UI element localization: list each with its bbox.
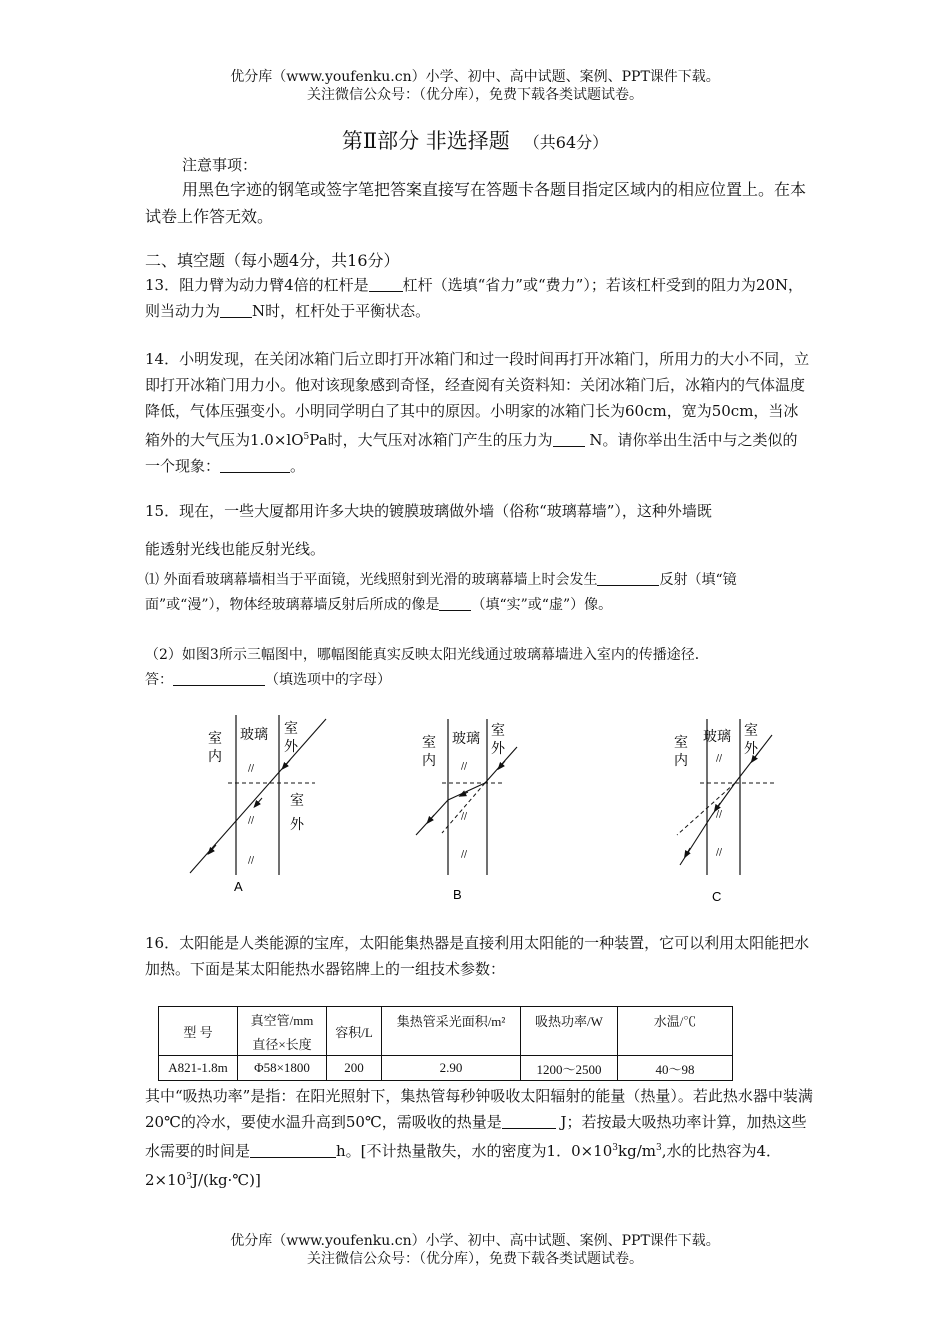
b-indoor-1: 室	[422, 735, 436, 751]
q16-text-c: h。[不计热量散失，水的密度为1．0×10	[336, 1142, 613, 1160]
q15-p1-text-b: 反射（填“镜面”或“漫”），物体经玻璃幕墙反射后所成的像是	[145, 572, 737, 613]
q16-intro: 16．太阳能是人类能源的宝库，太阳能集热器是直接利用太阳能的一种装置，它可以利用太阳能把水加热。下面是某太阳能热水器铭牌上的一组技术参数：	[145, 934, 810, 978]
q15-p2-text-b: 答：	[145, 672, 173, 688]
q15-blank-2[interactable]	[439, 594, 471, 611]
q16-text-f: J/(kg·℃)]	[191, 1171, 261, 1189]
header-line-2: 关注微信公众号：（优分库），免费下载各类试题试卷。	[307, 87, 643, 103]
q16-blank-1[interactable]	[502, 1112, 556, 1129]
q14-text-c: N。请你举出生活中与之类似的一个现象：	[145, 431, 798, 475]
question-13	[145, 272, 810, 324]
table-header-power: 吸热功率/W	[521, 1007, 618, 1056]
c-indoor-2: 内	[674, 753, 688, 769]
q16-after	[145, 1083, 815, 1193]
caption-a: A	[234, 879, 243, 894]
svg-text://: //	[716, 810, 723, 820]
svg-text://: //	[716, 754, 723, 764]
notice-text: 用黑色字迹的钢笔或签字笔把答案直接写在答题卡各题目指定区域内的相应位置上。在本试卷上作答无效。	[145, 180, 807, 226]
b-outdoor-1: 室	[491, 723, 505, 739]
q15-blank-3[interactable]	[173, 669, 265, 686]
svg-text://: //	[248, 856, 255, 866]
notice-heading: 注意事项：	[182, 156, 258, 174]
q13-text-c: N时，杠杆处于平衡状态。	[252, 302, 431, 320]
diagram-b	[416, 719, 517, 902]
q15-blank-1[interactable]	[597, 569, 659, 586]
q15-p2-text-c: （填选项中的字母）	[265, 672, 391, 688]
section-score: （共64分）	[523, 133, 609, 152]
q16-text-e: ,水的比热容为4．2×10	[145, 1142, 782, 1189]
q13-blank-1[interactable]	[369, 275, 403, 292]
q14-blank-2[interactable]	[220, 456, 290, 473]
glass-curtain-figure	[180, 705, 800, 910]
table-cell-temp: 40～98	[618, 1056, 733, 1081]
header-line-1: 优分库（www.youfenku.cn）小学、初中、高中试题、案例、PPT课件下载。	[230, 69, 720, 85]
q16-text-b: J；若按最大吸热功率计算，加热这些水需要的时间是	[145, 1113, 807, 1160]
c-outdoor-1: 室	[744, 723, 758, 739]
q16-text-d: kg/m	[618, 1142, 656, 1160]
table-header-model: 型 号	[159, 1007, 238, 1056]
q16-sup-2: 3	[655, 1143, 662, 1153]
q15-p2-text-a: （2）如图3所示三幅图中，哪幅图能真实反映太阳光线通过玻璃幕墙进入室内的传播途径．	[145, 647, 709, 663]
table-cell-model: A821-1.8m	[159, 1056, 238, 1081]
a-outdoor-1: 室	[284, 721, 298, 737]
q13-text-a: 13．阻力臂为动力臂4倍的杠杆是	[145, 276, 369, 294]
a-indoor-2: 内	[208, 749, 222, 765]
b-outdoor-2: 外	[491, 741, 505, 757]
question-14	[145, 346, 810, 479]
b-indoor-2: 内	[422, 753, 436, 769]
q14-blank-1[interactable]	[553, 430, 585, 447]
q14-sup: 5	[303, 432, 310, 442]
q13-blank-2[interactable]	[220, 301, 252, 318]
q15-p1-text-c: （填“实”或“虚”）像。	[471, 597, 613, 613]
caption-c: C	[712, 889, 722, 904]
b-glass: 玻璃	[452, 731, 480, 747]
section-title-text: 第Ⅱ部分 非选择题	[341, 129, 510, 153]
table-cell-area: 2.90	[382, 1056, 521, 1081]
table-header-row	[159, 1007, 733, 1032]
section-title	[0, 125, 950, 155]
svg-text://: //	[248, 764, 255, 774]
a-outdoor-2: 外	[284, 739, 298, 755]
q16-sup-1: 3	[612, 1143, 619, 1153]
c-outdoor-2: 外	[744, 741, 758, 757]
svg-text://: //	[461, 762, 468, 772]
c-indoor-1: 室	[674, 735, 688, 751]
table-header-volume: 容积/L	[327, 1007, 382, 1056]
q14-text-b: Pa时，大气压对冰箱门产生的压力为	[309, 431, 553, 449]
q13-text-b: 杠杆（选填“省力”或“费力”）；若该杠杆受到的阻力为20N，则当动力为	[145, 276, 804, 320]
q15-intro-1: 15．现在，一些大厦都用许多大块的镀膜玻璃做外墙（俗称“玻璃幕墙”），这种外墙既	[145, 502, 712, 520]
diagram-c	[674, 719, 776, 904]
a-outdoor-3: 室	[290, 793, 304, 809]
q16-text-a: 其中“吸热功率”是指：在阳光照射下，集热管每秒钟吸收太阳辐射的能量（热量）。若此热水器中装满20℃的冷水，要使水温升高到50℃，需吸收的热量是	[145, 1087, 813, 1131]
svg-text://: //	[461, 850, 468, 860]
table-header-tube: 真空管/mm	[238, 1007, 327, 1032]
c-glass: 玻璃	[703, 729, 731, 745]
q15-p1-text-a: ⑴ 外面看玻璃幕墙相当于平面镜，光线照射到光滑的玻璃幕墙上时会发生	[145, 572, 598, 588]
table-cell-tube: Φ58×1800	[238, 1056, 327, 1081]
q15-part-1	[145, 568, 810, 618]
svg-text://: //	[461, 812, 468, 822]
table-header-area: 集热管采光面积/m²	[382, 1007, 521, 1056]
caption-b: B	[453, 887, 462, 902]
q14-text-d: 。	[290, 457, 306, 475]
q15-intro-2: 能透射光线也能反射光线。	[145, 540, 326, 558]
part2-heading: 二、填空题（每小题4分，共16分）	[145, 251, 400, 270]
a-glass: 玻璃	[240, 727, 268, 743]
q15-part-2	[145, 643, 825, 693]
table-header-temp: 水温/℃	[618, 1007, 733, 1056]
a-indoor-1: 室	[208, 731, 222, 747]
q16-sup-3: 3	[186, 1172, 192, 1182]
svg-text://: //	[248, 816, 255, 826]
diagram-a	[190, 715, 326, 894]
table-cell-power: 1200～2500	[521, 1056, 618, 1081]
footer-line-2: 关注微信公众号：（优分库），免费下载各类试题试卷。	[307, 1251, 643, 1267]
table-header-tube-2: 直径×长度	[238, 1031, 327, 1056]
a-outdoor-4: 外	[290, 817, 304, 833]
table-row	[159, 1056, 733, 1081]
footer-line-1: 优分库（www.youfenku.cn）小学、初中、高中试题、案例、PPT课件下载。	[230, 1233, 720, 1249]
q16-blank-2[interactable]	[250, 1141, 336, 1158]
q14-text-a: 14．小明发现，在关闭冰箱门后立即打开冰箱门和过一段时间再打开冰箱门，所用力的大小不同，立即打开冰箱门用力小。他对该现象感到奇怪，经查阅有关资料知：关闭冰箱门后，冰箱内的气体温度降低，气体压强变小。小明同学明白了其中的原因。小明家的冰箱门长为60cm，宽为50cm，当冰箱外的大气压为1.0×lO	[145, 350, 810, 449]
svg-text://: //	[716, 848, 723, 858]
spec-table	[158, 1006, 733, 1081]
table-cell-volume: 200	[327, 1056, 382, 1081]
